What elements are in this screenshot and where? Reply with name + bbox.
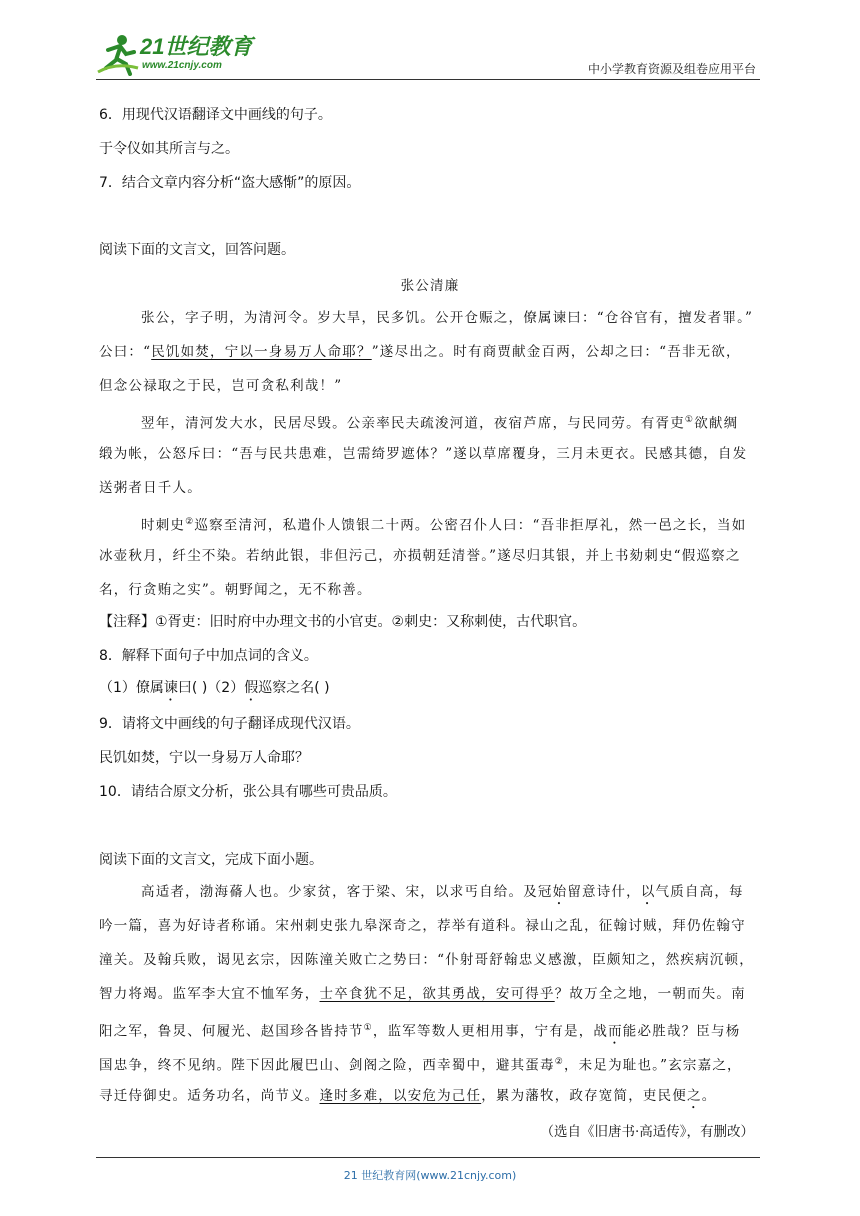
- question-8-items: （1）僚属谏曰( )（2）假巡察之名( ): [99, 680, 330, 696]
- passage-2-text: 时刺史②巡察至清河，私遣仆人馈银二十两。公密召仆人曰：“吾非拒厚礼，然一邑之长，当如: [141, 517, 747, 534]
- underlined-sentence: 民饥如焚，宁以一身易万人命耶？: [151, 344, 372, 360]
- passage-2-text: 名，行贪贿之实”。朝野闻之，无不称善。: [99, 582, 372, 598]
- passage-2-text: 张公，字子明，为清河令。岁大旱，民多饥。公开仓赈之，僚属谏曰：“仓谷官有，擅发者罪。”: [141, 310, 754, 326]
- question-9-sentence: 民饥如焚，宁以一身易万人命耶？: [99, 750, 309, 766]
- passage-2-text: 缎为帐，公怒斥曰：“吾与民共患难，岂需绮罗遮体？”遂以草席覆身，三月未更衣。民感其德，自发: [99, 446, 748, 462]
- passage-3-text: 国忠争，终不见纳。陛下因此履巴山、剑阁之险，西幸蜀中，避其蛋毒②，未足为耻也。”玄宗嘉之，: [99, 1057, 742, 1074]
- dotted-word: 假: [244, 680, 259, 696]
- question-9: 9．请将文中画线的句子翻译成现代汉语。: [99, 716, 360, 732]
- logo-url: www.21cnjy.com: [142, 60, 222, 71]
- logo-text: 21世纪教育: [140, 34, 253, 59]
- passage-2-text: 翌年，清河发大水，民居尽毁。公亲率民夫疏浚河道，夜宿芦席，与民同劳。有胥吏①欲献绸: [141, 415, 739, 432]
- annotation: 【注释】①胥吏：旧时府中办理文书的小官吏。②刺史：又称刺使，古代职官。: [99, 614, 587, 630]
- underlined-sentence: 逢时多难，以安危为己任: [319, 1088, 482, 1104]
- passage-2-text: 送粥者日千人。: [99, 480, 202, 496]
- passage-3-text: 高适者，渤海蓨人也。少家贫，客于梁、宋，以求丐自给。及冠始留意诗什，以气质自高，每: [141, 884, 744, 900]
- passage-3-text: 阳之军，鲁炅、何履光、赵国珍各皆持节①，监军等数人更相用事，宁有是，战而能必胜哉？臣与杨: [99, 1023, 741, 1040]
- passage-2-text: 但念公禄取之于民，岂可贪私利哉！”: [99, 378, 343, 394]
- passage-2-text: 冰壶秋月，纤尘不染。若纳此银，非但污己，亦损朝廷清誉。”遂尽归其银，并上书劾刺史“假巡察之: [99, 548, 741, 564]
- passage-3-text: 潼关。及翰兵败，谒见玄宗，因陈潼关败亡之势曰：“仆射哥舒翰忠义感激，臣颇知之，然疾病沉顿，: [99, 952, 754, 968]
- question-10: 10．请结合原文分析，张公具有哪些可贵品质。: [99, 784, 397, 800]
- passage-3-text: 智力将竭。监军李大宜不恤军务，士卒食犹不足，欲其勇战，安可得乎？故万全之地，一朝而失。南: [99, 986, 746, 1002]
- header-divider: [96, 79, 760, 80]
- platform-name: 中小学教育资源及组卷应用平台: [587, 62, 756, 76]
- question-8: 8．解释下面句子中加点词的含义。: [99, 648, 318, 664]
- underlined-sentence: 士卒食犹不足，欲其勇战，安可得乎: [319, 986, 555, 1002]
- dotted-word: 谏: [163, 680, 178, 696]
- runner-logo-icon: [96, 32, 140, 76]
- footer-divider: [96, 1157, 760, 1158]
- passage-2-title: 张公清廉: [400, 278, 460, 294]
- footer-text: 21 世纪教育网(www.21cnjy.com): [343, 1169, 517, 1182]
- question-7: 7．结合文章内容分析“盗大感惭”的原因。: [99, 175, 361, 191]
- passage-3-intro: 阅读下面的文言文，完成下面小题。: [99, 852, 323, 868]
- site-logo: [96, 30, 266, 80]
- question-6-sentence: 于令仪如其所言与之。: [99, 141, 239, 157]
- source-citation: （选自《旧唐书·高适传》，有删改）: [540, 1124, 754, 1140]
- question-6: 6．用现代汉语翻译文中画线的句子。: [99, 107, 332, 123]
- footnote-mark: ①: [684, 415, 695, 425]
- page-header: [0, 0, 860, 82]
- passage-2-text: 公曰：“民饥如焚，宁以一身易万人命耶？”遂尽出之。时有商贾献金百两，公却之曰：“吾非无欲，: [99, 344, 741, 360]
- passage-3-text: 寻迁侍御史。适务功名，尚节义。逢时多难，以安危为己任，累为藩牧，政存宽简，吏民便之。: [99, 1088, 717, 1104]
- passage-2-intro: 阅读下面的文言文，回答问题。: [99, 242, 295, 258]
- footnote-mark: ②: [185, 517, 195, 527]
- passage-3-text: 吟一篇，喜为好诗者称诵。宋州刺史张九皋深奇之，荐举有道科。禄山之乱，征翰讨贼，拜仍佐翰守: [99, 918, 746, 934]
